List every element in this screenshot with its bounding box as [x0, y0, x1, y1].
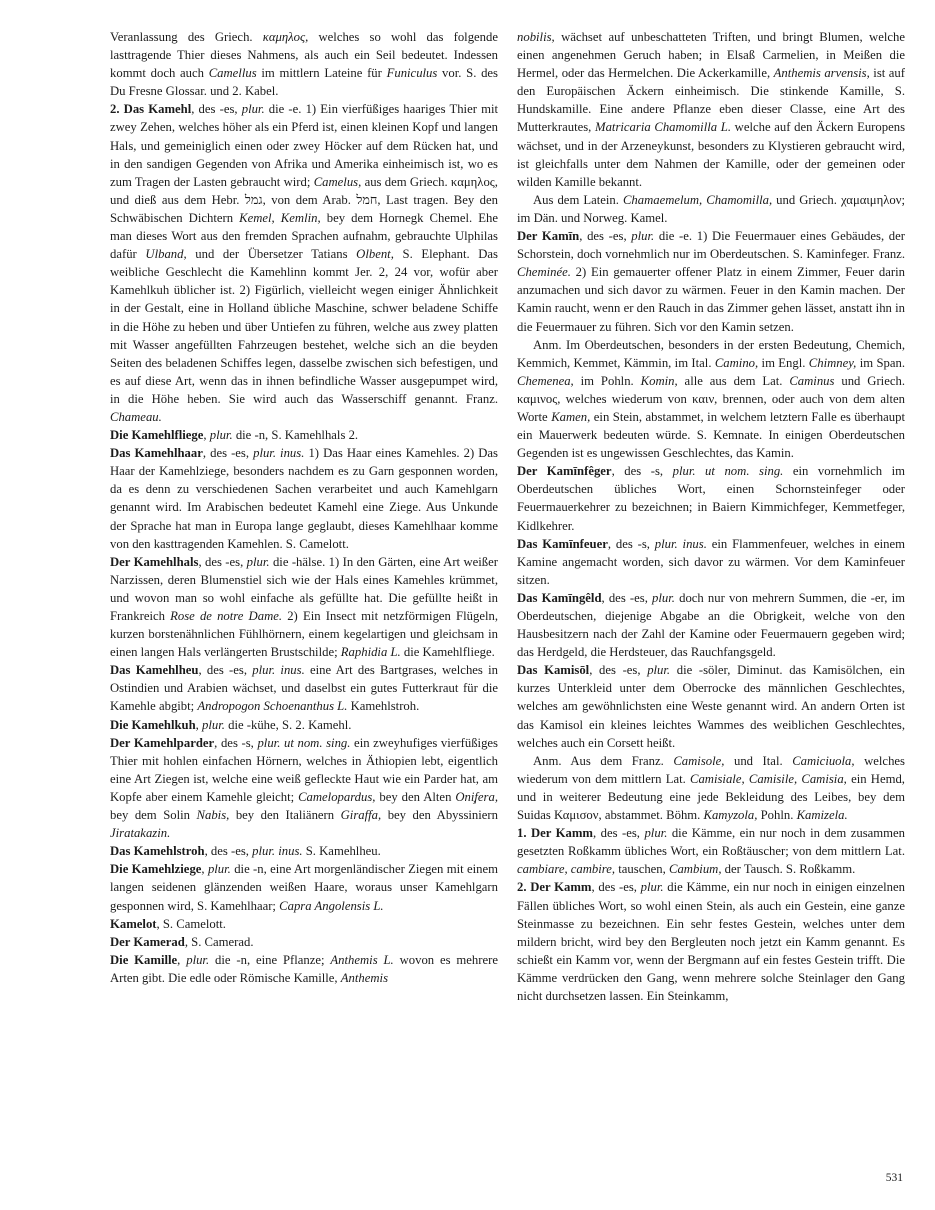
- text-run: die Kamehlfliege.: [400, 645, 495, 660]
- text-run: alle aus dem Lat.: [677, 373, 790, 388]
- text-run: ,: [195, 717, 202, 732]
- headword: Das Kamehlhaar: [110, 446, 203, 461]
- text-run: 1) Das Haar eines Kamehles. 2) Das Haar der Kamehlziege, besonders nachdem es zu Garn gesponnen worden, da es denn zu verschiedenen Sachen verarbeitet und auch Kamehlgarn genannt wird. Im Arabischen bedeutet Kamehl eine Ziege. Aus Unkunde der Sprache hat man in Europa lange geglaubt, dieses Kamehlhaar komme von den kasttragenden Kamehlen. S. Camelott.: [110, 446, 498, 551]
- text-run: bey dem Hornegk Chemel. Ehe man dieses Wort aus den fremden Sprachen aufnahm, gebrauchte Ulphilas dafür: [110, 210, 498, 262]
- headword: Das Kamīngêld: [517, 590, 602, 605]
- italic-term: cambiare, cambire,: [517, 862, 616, 877]
- text-run: tauschen,: [615, 862, 669, 877]
- text-run: wovon es mehrere Arten gibt. Die edle oder Römische Kamille,: [110, 952, 498, 985]
- text-run: und Griech. καμινος, welches wiederum von καιν, brennen, oder auch von dem alten Worte: [517, 373, 905, 424]
- text-run: die -n, S. Kamehlhals 2.: [232, 428, 359, 443]
- entry-kamm-1: [517, 824, 905, 878]
- headword: Die Kamehlfliege: [110, 428, 204, 443]
- headword: Das Kamehlstroh: [110, 844, 205, 859]
- text-run: die -n, eine Art morgenländischer Ziegen mit einem langen seidenen glänzenden weißen Haare, woraus unser Kamehlgarn gesponnen wird, S. Kamehlhaar;: [110, 862, 498, 913]
- entry-kamehlhals: [110, 553, 498, 662]
- text-run: ein Stein, abstammet, in welchem letztern Falle es überhaupt ein Mauerwerk bedeuten würde. S. Kemnate. In einigen Oberdeutschen Gegenden ist es ungewissen Geschlechtes, das Kamin.: [517, 409, 905, 461]
- text-run: der Tausch. S. Roßkamm.: [721, 862, 856, 877]
- headword: Die Kamehlziege: [110, 862, 202, 877]
- headword: Die Kamehlkuh: [110, 717, 196, 732]
- text-run: , des -es,: [579, 229, 632, 244]
- italic-term: plur.: [631, 229, 655, 244]
- italic-term: Kemel, Kemlin,: [239, 210, 321, 225]
- italic-term: plur.: [202, 717, 225, 732]
- text-run: die -söler, Diminut. das Kamisölchen, ein kurzes Unterkleid unter dem Oberrocke des männlichen Geschlechtes, welches am gewöhnlichsten eine Weste genannt wird. An andern Orten ist das Kamisol ein kleines leichtes Wammes des weiblichen Geschlechtes, welches auch ein Corsett heißt.: [517, 663, 905, 750]
- text-run: die -n, eine Pflanze;: [209, 952, 331, 967]
- text-run: S. Kamehlheu.: [302, 844, 381, 859]
- text-run: die Kämme, ein nur noch in dem zusammen gesetzten Roßkamm übliches Wort, ein Roßtäuscher; von dem mittlern Lat.: [517, 826, 905, 859]
- text-run: , des -es,: [589, 663, 648, 678]
- text-run: vor. S. des Du Fresne Glossar. und 2. Kabel.: [110, 66, 498, 99]
- text-run: , S. Camerad.: [184, 934, 254, 949]
- italic-term: Funiculus: [386, 66, 438, 81]
- text-run: die -hälse. 1) In den Gärten, eine Art weißer Narzissen, deren Blumenstiel sich wie der Hals eines Kamehles krümmet, und wovon man so wohl einfache als gefüllte hat. Die gefüllte heißt in Frankreich: [110, 554, 498, 623]
- italic-term: plur. ut nom. sing.: [672, 464, 784, 479]
- entry-kamm-2: [517, 878, 905, 1005]
- text-run: ein Hemd, und in weiterer Bedeutung eine jede Bekleidung des Leibes, bey dem Suidas Καμισον, abstammet. Böhm.: [517, 771, 905, 823]
- italic-term: Chamaemelum, Chamomilla,: [622, 192, 773, 207]
- text-run: 2) Ein Insect mit netzförmigen Flügeln, kurzen borstenähnlichen Fühlhörnern, einem kegelartigen und gleichsam in einen langen Hals verlängerten Brustschilde;: [110, 609, 499, 660]
- headword: 1. Der Kamm: [517, 826, 593, 841]
- left-column: [110, 28, 498, 987]
- text-run: S. Elephant. Das weibliche Geschlecht die Kamehlinn kommt Jer. 2, 24 vor, wofür aber Kamehlkuh üblicher ist. 2) Figürlich, vielleicht wegen einiger Ähnlichkeit in der Gestalt, eine in Holland übliche Maschine, schwer beladene Schiffe in die Höhe zu heben und über Untiefen zu führen, welche aus zwey platten mit Wasser angefüllten Fahrzeugen bestehet, welche sich an die beyden Seiten des beladenen Schiffes legen, dasselbe zwischen sich befestigen, und es auf diese Art, wenn das in ihnen befindliche Wasser ausgepumpet wird, in die Höhe heben. Sie wird auch das Wasserschiff genannt. Franz.: [110, 247, 498, 406]
- text-run: , des -es,: [601, 590, 653, 605]
- entry-kamille-continued: [517, 28, 905, 191]
- text-run: , des -es,: [191, 102, 242, 117]
- italic-term: Cambium,: [668, 862, 722, 877]
- italic-term: plur.: [207, 862, 231, 877]
- italic-term: Rose de notre Dame.: [170, 609, 283, 623]
- text-run: , des -es,: [593, 826, 645, 841]
- italic-term: Anthemis L.: [330, 952, 394, 967]
- text-run: im Pohln.: [573, 373, 641, 388]
- entry-kaminfeuer: [517, 535, 905, 589]
- entry-kamingeld: [517, 589, 905, 661]
- headword: Kamelot: [110, 916, 157, 931]
- italic-term: plur. inus.: [252, 663, 305, 678]
- italic-term: Caminus: [789, 373, 835, 388]
- italic-term: plur. inus.: [654, 536, 707, 551]
- entry-kaminfeger: [517, 462, 905, 534]
- italic-term: Matricaria Chamomilla L.: [595, 120, 731, 135]
- entry-kamehlparder: [110, 734, 498, 843]
- italic-term: Kamizela.: [796, 808, 848, 823]
- headword: Das Kamisōl: [517, 663, 590, 678]
- annotation-note: [517, 336, 905, 463]
- text-run: ein zweyhufiges vierfüßiges Thier mit hohlen einfachen Hörnern, welches in Äthiopien lebt, eigentlich eine Art Ziegen ist, welche eine weiß gefleckte Haut wie ein Parder hat, am Kopfe aber einem Kamehle gleicht;: [110, 735, 498, 804]
- text-run: , des -s,: [607, 536, 655, 551]
- text-run: , des -es,: [204, 844, 253, 859]
- italic-term: Chemenea,: [517, 373, 574, 388]
- text-run: welche auf den Äckern Europens wächset, und in der Arzeneykunst, besonders zu Klystieren gebraucht wird, ist gleichfalls unter dem Nahmen der Kamille, oder der gemeinen oder wilden Kamille bekannt.: [517, 120, 906, 189]
- italic-term: Kamen,: [551, 409, 591, 424]
- text-run: ist auf den Europäischen Äckern einheimisch. Die stinkende Kamille, S. Hundskamille. Eine andere Pflanze eben dieser Classe, eine Art des Mutterkrautes,: [517, 66, 905, 135]
- italic-term: plur. inus.: [253, 446, 305, 461]
- italic-term: Camelopardus,: [298, 789, 376, 804]
- entry-kamehlheu: [110, 661, 498, 715]
- text-run: die -e. 1) Ein vierfüßiges haariges Thier mit zwey Zehen, welches höher als ein Pferd ist, einen kleinen Kopf und langen Hals, und gemeiniglich einen oder zwey Höcker auf dem Rücken hat, und in den sandigen Gegenden von Afrika und Amerika einheimisch ist, wo es zum Tragen der Lasten gebraucht wird;: [110, 102, 498, 189]
- headword: 2. Das Kamehl: [110, 102, 192, 117]
- text-run: Anm. Im Oberdeutschen, besonders in der ersten Bedeutung, Chemich, Kemmich, Kemmet, Kämmin, im Ital.: [517, 337, 905, 370]
- headword: Der Kamehlhals: [110, 554, 199, 569]
- text-run: , des -es,: [202, 446, 254, 461]
- text-run: Pohln.: [757, 808, 797, 823]
- text-run: Aus dem Latein.: [533, 192, 623, 207]
- entry-kamelot: [110, 915, 498, 933]
- entry-kamehlstroh: [110, 842, 498, 860]
- italic-term: Nabis,: [196, 808, 230, 823]
- text-run: im mittlern Lateine für: [256, 66, 387, 81]
- headword: Die Kamille: [110, 952, 178, 967]
- italic-term: Camiciuola,: [792, 753, 855, 768]
- text-run: Veranlassung des Griech.: [110, 30, 263, 44]
- italic-term: Cheminée.: [517, 265, 571, 280]
- headword: Das Kamīnfeuer: [517, 536, 608, 551]
- italic-term: Ulband,: [145, 247, 187, 262]
- italic-term: Camellus: [208, 66, 257, 81]
- text-run: die Kämme, ein nur noch in einigen einzelnen Fällen übliches Wort, so wohl einen Stein, als auch ein Gestein, eine ganze Steinmasse zu bezeichnen. Ein sehr festes Gestein, welches unter dem mildern bricht, wird bey den Bergleuten noch jetzt ein Kamm genannt. Es schießt ein Kamm vor, wenn der Bergmann auf ein festes Gestein trifft. Die Kämme verdrücken den Gang, wenn mehrere solche Steinlager den Gang nicht durchsetzen lassen. Ein Steinkamm,: [517, 880, 905, 1003]
- entry-kamille: [110, 951, 498, 987]
- text-run: ein vornehmlich im Oberdeutschen übliches Wort, einen Schornsteinfeger oder Feuermauerkehrer zu bezeichnen; in Baiern Kimmichfeger, Kemmetfeger, Kidlkehrer.: [517, 464, 905, 533]
- text-run: ,: [177, 952, 187, 967]
- italic-term: plur. inus.: [252, 844, 303, 859]
- annotation-note: [517, 752, 905, 824]
- italic-term: Camisiale, Camisile, Camisia,: [690, 771, 847, 786]
- text-run: Kamehlstroh.: [347, 699, 420, 714]
- text-run: die -e. 1) Die Feuermauer eines Gebäudes, der Schorstein, doch vornehmlich nur im Oberdeutschen. S. Kaminfeger. Franz.: [517, 229, 905, 262]
- text-run: ein Flammenfeuer, welches in einem Kamine angemacht worden, sich davor zu wärmen. Vor dem Kaminfeuer sitzen.: [517, 536, 905, 587]
- italic-term: Anthemis: [340, 970, 389, 985]
- entry-kamerad: [110, 933, 498, 951]
- text-run: im Span.: [856, 355, 905, 370]
- headword: Der Kamerad: [110, 934, 185, 949]
- entry-kamehlhaar: [110, 444, 498, 553]
- entry-kamehlziege: [110, 860, 498, 914]
- entry-paragraph: [110, 28, 498, 100]
- right-column: [517, 28, 905, 1005]
- text-run: , S. Camelott.: [156, 916, 226, 931]
- italic-term: plur.: [246, 554, 270, 569]
- text-run: , des -s,: [611, 464, 673, 479]
- text-run: aus dem Griech. καμηλος, und dieß aus dem Hebr. גמל, von dem Arab. חמל, Last tragen. Bey den Schwäbischen Dichtern: [110, 174, 498, 225]
- italic-term: plur.: [241, 102, 265, 117]
- italic-term: plur. ut nom. sing.: [257, 735, 351, 750]
- italic-term: plur.: [644, 826, 668, 841]
- text-run: doch nur von mehrern Summen, die -er, im Oberdeutschen, diejenige Abgabe an die Obrigkeit, welche von den Hausbesitzern nach der Zahl der Kamine oder Feuermauern gegeben wird; das Herdgeld, die Herdsteuer, das Rauchfangsgeld.: [517, 590, 905, 660]
- text-run: 2) Ein gemauerter offener Platz in einem Zimmer, Feuer darin anzumachen und sich davor zu wärmen. Feuer in den Kamin machen. Der Kamin raucht, wenn er den Rauch in das Zimmer gehen lässet, anstatt ihn in die Feuermauer zu führen. Sich vor den Kamin setzen.: [517, 265, 905, 334]
- headword: Der Kamehlparder: [110, 735, 215, 750]
- text-run: und der Übersetzer Tatians: [186, 247, 357, 262]
- italic-term: Chimney,: [808, 355, 857, 370]
- text-run: bey den Abyssiniern: [381, 808, 498, 823]
- headword: Der Kamīnfêger: [517, 464, 612, 479]
- italic-term: Camisole,: [673, 753, 725, 768]
- italic-term: Jiratakazin.: [110, 826, 171, 841]
- italic-term: plur.: [186, 952, 210, 967]
- italic-term: Anthemis arvensis,: [773, 66, 870, 81]
- text-run: bey dem Solin: [110, 808, 197, 823]
- etymology-note: [517, 191, 905, 227]
- italic-term: καμηλος,: [262, 30, 309, 44]
- entry-kamin: [517, 227, 905, 336]
- italic-term: Camelus,: [313, 174, 362, 189]
- italic-term: nobilis,: [517, 30, 555, 44]
- text-run: eine Art des Bartgrases, welches in Ostindien und Arabien wächset, und daselbst ein gutes Futterkraut für die Kamehle abgibt;: [110, 663, 498, 714]
- text-run: wächset auf unbeschatteten Triften, und bringt Blumen, welche einen angenehmen Geruch haben; in Elsaß Carmelien, in Meißen die Hermel, oder das Hermelchen. Die Ackerkamille,: [517, 30, 905, 81]
- italic-term: Kamyzola,: [703, 808, 758, 823]
- italic-term: Olbent,: [356, 247, 394, 262]
- text-run: bey den Italiänern: [229, 808, 341, 823]
- text-run: , des -s,: [214, 735, 258, 750]
- text-run: welches so wohl das folgende lasttragende Thier dieses Nahmens, als auch ein Seil bedeutet. Indessen kommt doch auch: [110, 30, 498, 81]
- text-run: im Engl.: [758, 355, 809, 370]
- italic-term: Chameau.: [110, 409, 162, 424]
- italic-term: plur.: [209, 428, 233, 443]
- headword: 2. Der Kamm: [517, 880, 592, 895]
- entry-kamehl: [110, 100, 498, 426]
- italic-term: plur.: [640, 880, 664, 895]
- italic-term: plur.: [652, 590, 675, 605]
- entry-kamisol: [517, 661, 905, 751]
- italic-term: Capra Angolensis L.: [279, 898, 384, 913]
- text-run: , des -es,: [591, 880, 641, 895]
- text-run: , des -es,: [198, 554, 247, 569]
- text-run: bey den Alten: [375, 789, 456, 804]
- italic-term: Camino,: [714, 355, 759, 370]
- text-run: die -kühe, S. 2. Kamehl.: [224, 717, 352, 732]
- text-run: Anm. Aus dem Franz.: [533, 753, 674, 768]
- text-run: , des -es,: [198, 663, 253, 678]
- italic-term: Giraffa,: [340, 808, 382, 823]
- text-run: und Griech. χαμαιμηλον; im Dän. und Norweg. Kamel.: [517, 192, 905, 225]
- text-run: und Ital.: [724, 753, 793, 768]
- italic-term: Raphidia L.: [340, 645, 401, 660]
- text-run: ,: [201, 862, 208, 877]
- italic-term: plur.: [647, 663, 671, 678]
- italic-term: Andropogon Schoenanthus L.: [197, 699, 348, 714]
- entry-kamehlfliege: [110, 426, 498, 444]
- text-run: welches wiederum von dem mittlern Lat.: [517, 753, 905, 786]
- entry-kamehlkuh: [110, 716, 498, 734]
- page-number: 531: [885, 1172, 903, 1184]
- headword: Das Kamehlheu: [110, 663, 199, 678]
- italic-term: Oni̧fera,: [455, 789, 499, 804]
- headword: Der Kamīn: [517, 229, 580, 244]
- italic-term: Komin,: [640, 373, 678, 388]
- text-run: ,: [203, 428, 210, 443]
